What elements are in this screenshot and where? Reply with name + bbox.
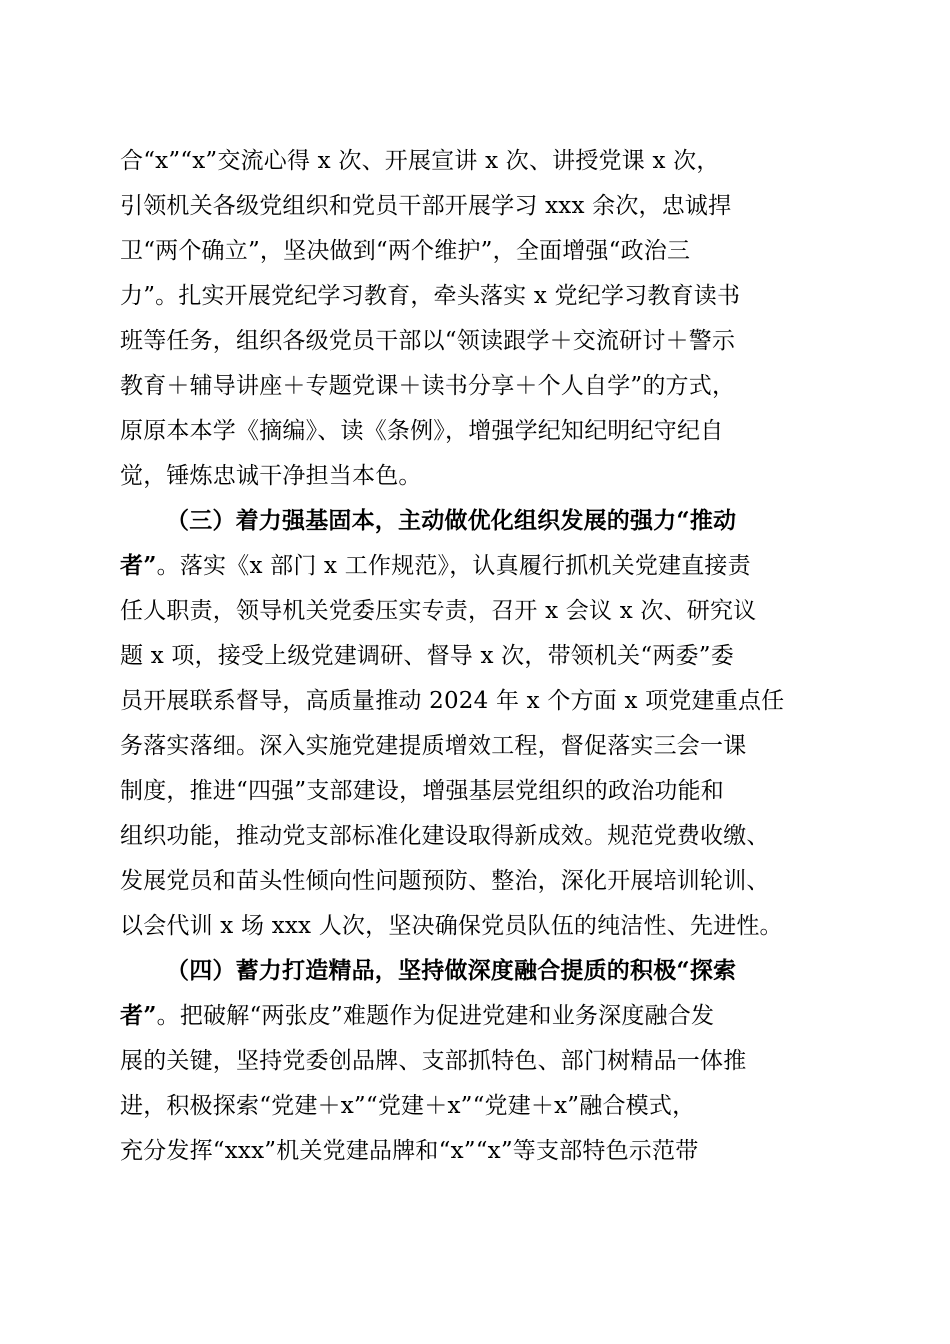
text-line: 卫“两个确立”，坚决做到“两个维护”，全面增强“政治三 xyxy=(120,238,691,264)
text-run: 。把破解“两张皮”难题作为促进党建和业务深度融合发 xyxy=(156,1003,715,1029)
section-heading: （三）着力强基固本，主动做优化组织发展的强力“推动 xyxy=(166,507,737,534)
text-line: 组织功能，推动党支部标准化建设取得新成效。规范党费收缴、 xyxy=(120,823,770,849)
text-line xyxy=(120,551,751,581)
text-line: 任人职责，领导机关党委压实专责，召开 x 会议 x 次、研究议 xyxy=(120,598,757,624)
text-run: 。落实《x 部门 x 工作规范》，认真履行抓机关党建直接责 xyxy=(156,553,751,579)
section-heading: （四）蓄力打造精品，坚持做深度融合提质的积极“探索 xyxy=(166,957,737,984)
text-line: 引领机关各级党组织和党员干部开展学习 xxx 余次，忠诚捍 xyxy=(120,193,732,219)
text-line: 以会代训 x 场 xxx 人次，坚决确保党员队伍的纯洁性、先进性。 xyxy=(120,913,783,939)
text-line: 班等任务，组织各级党员干部以“领读跟学＋交流研讨＋警示 xyxy=(120,328,736,354)
text-line: 务落实落细。深入实施党建提质增效工程，督促落实三会一课 xyxy=(120,733,747,759)
text-line: 发展党员和苗头性倾向性问题预防、整治，深化开展培训轮训、 xyxy=(120,868,770,894)
text-line: 觉，锤炼忠诚干净担当本色。 xyxy=(120,463,422,489)
text-line: 展的关键，坚持党委创品牌、支部抓特色、部门树精品一体推 xyxy=(120,1048,747,1074)
text-line xyxy=(120,1001,714,1031)
text-line: 教育＋辅导讲座＋专题党课＋读书分享＋个人自学”的方式， xyxy=(120,373,736,399)
text-line: 制度，推进“四强”支部建设，增强基层党组织的政治功能和 xyxy=(120,778,724,804)
text-line: 力”。扎实开展党纪学习教育，牵头落实 x 党纪学习教育读书 xyxy=(120,283,741,309)
text-line: 充分发挥“xxx”机关党建品牌和“x”“x”等支部特色示范带 xyxy=(120,1138,699,1164)
text-line: 进，积极探索“党建＋x”“党建＋x”“党建＋x”融合模式， xyxy=(120,1093,696,1119)
text-line: 员开展联系督导，高质量推动 2024 年 x 个方面 x 项党建重点任 xyxy=(120,688,785,714)
section-heading-continued: 者” xyxy=(120,552,157,579)
section-heading-continued: 者” xyxy=(120,1002,157,1029)
text-line: 合“x”“x”交流心得 x 次、开展宣讲 x 次、讲授党课 x 次， xyxy=(120,148,720,174)
text-line: 题 x 项，接受上级党建调研、督导 x 次，带领机关“两委”委 xyxy=(120,643,734,669)
text-line: 原原本本学《摘编》、读《条例》，增强学纪知纪明纪守纪自 xyxy=(120,418,724,444)
